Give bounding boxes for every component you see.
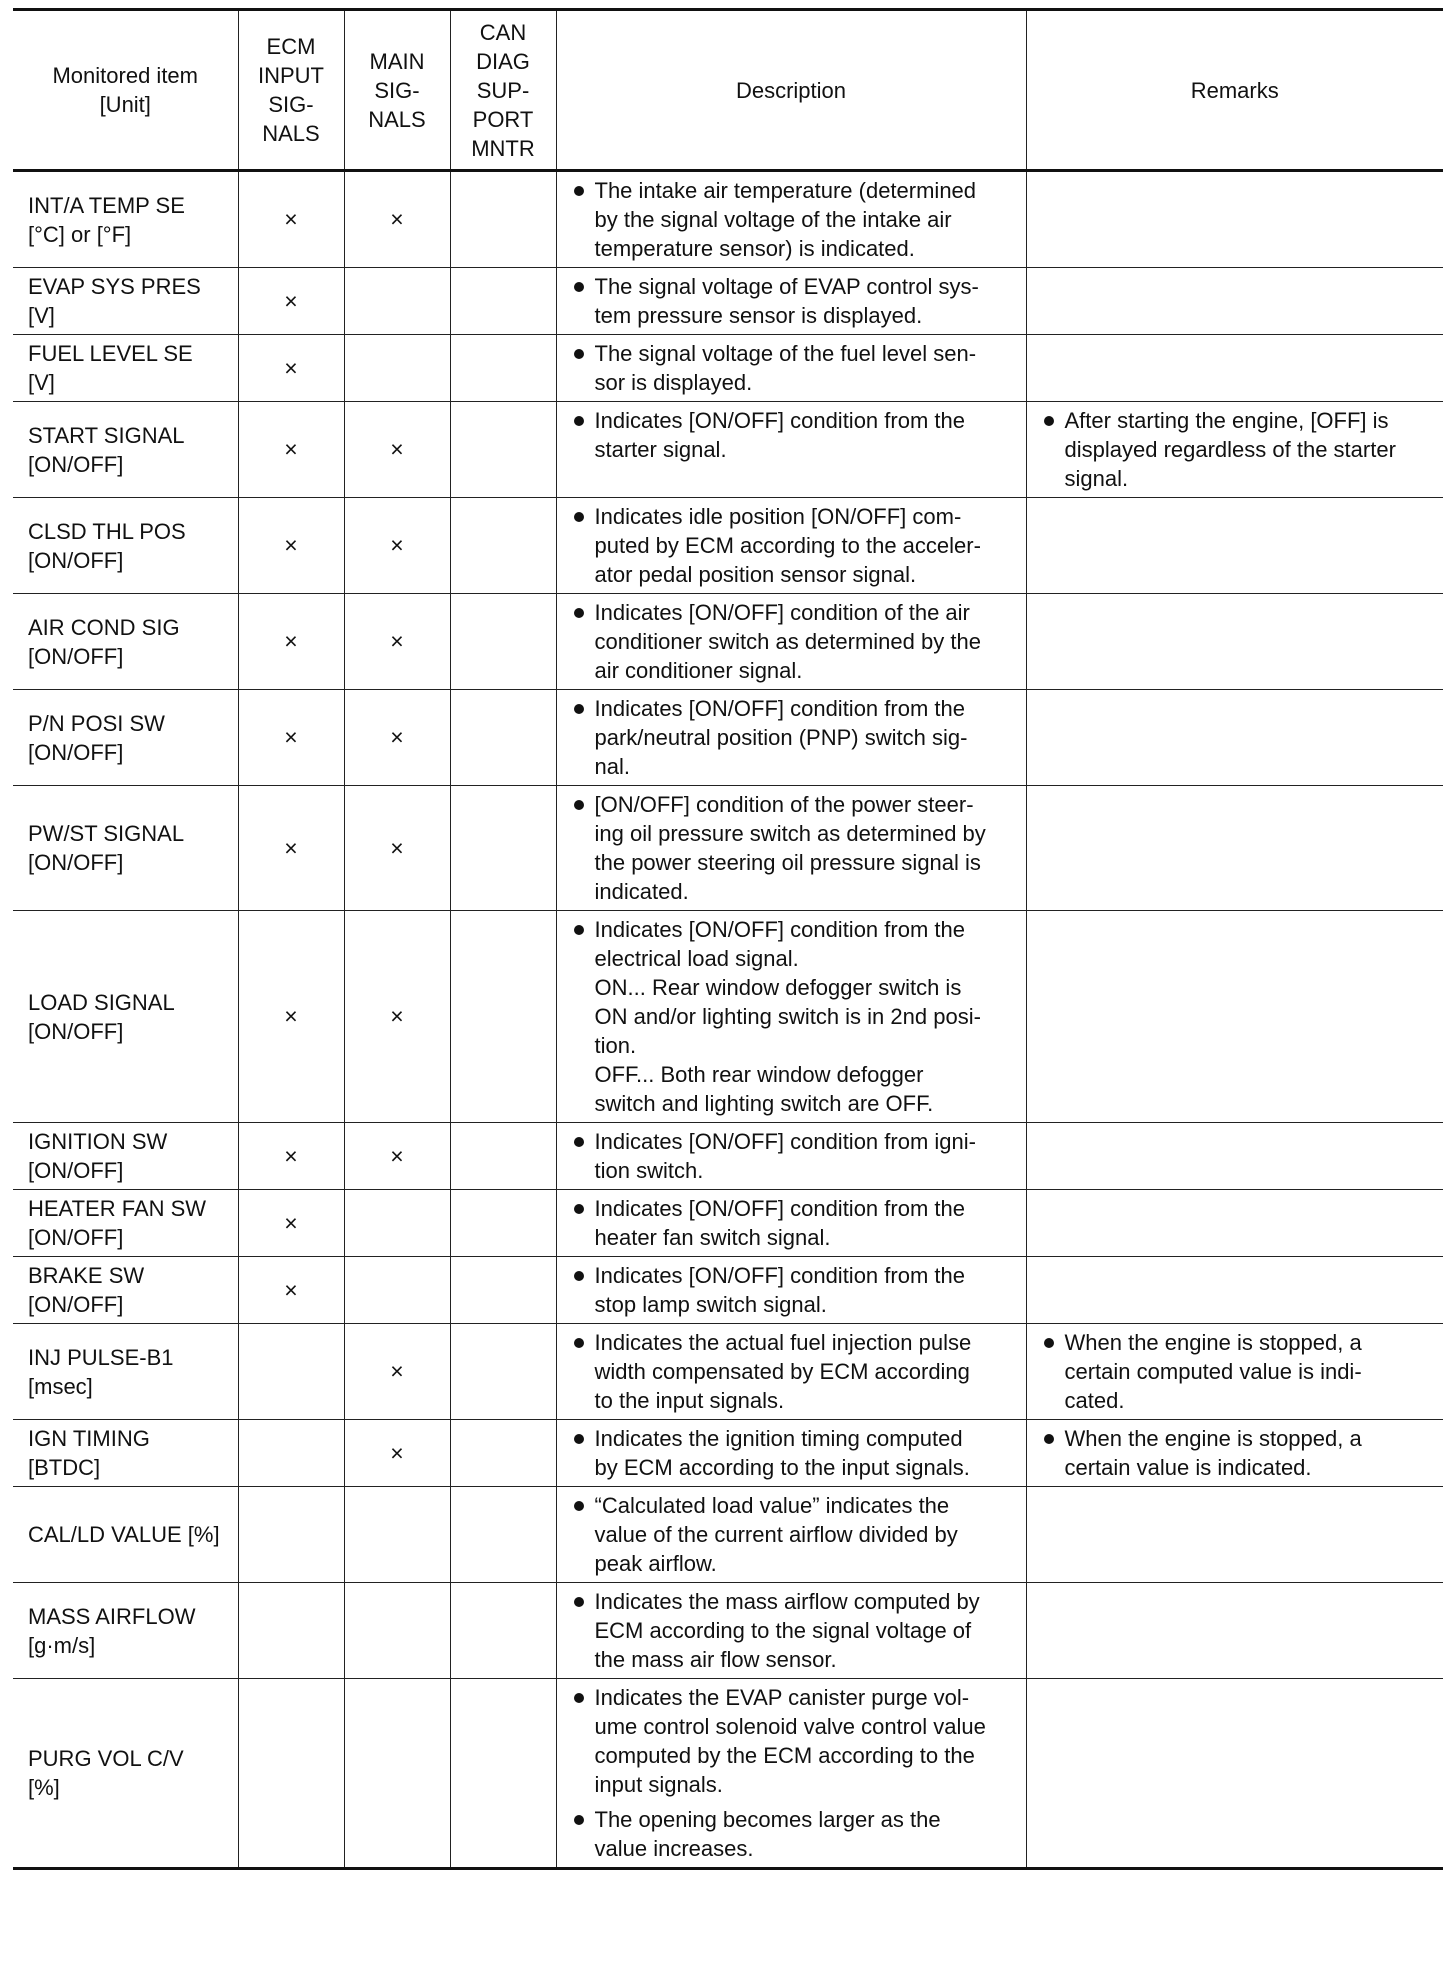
table-body [13,171,1443,1869]
main-mark-cell: × [344,1324,450,1420]
main-mark-cell: × [344,402,450,498]
header-description: Description [556,10,1026,171]
bullet-item [571,406,1016,464]
description-cell [556,1257,1026,1324]
description-cell [556,911,1026,1123]
table-row [13,1324,1443,1420]
description-list [571,1424,1016,1482]
monitored-items-table [13,8,1443,1870]
description-list [571,790,1016,906]
item-unit: [g·m/s] [28,1632,96,1658]
bullet-line: air conditioner signal. [594,658,803,683]
remarks-cell [1026,335,1443,402]
item-name: P/N POSI SW [28,710,165,736]
bullet-line: The signal voltage of the fuel level sen- [594,341,977,366]
monitored-item-cell [13,594,238,690]
can-mark-cell [450,1123,556,1190]
header-row [13,10,1443,171]
description-list [571,598,1016,685]
bullet-line: When the engine is stopped, a [1064,1426,1362,1451]
bullet-line: displayed regardless of the starter [1064,437,1396,462]
table-row [13,268,1443,335]
bullet-line: peak airflow. [594,1551,717,1576]
header-line: MNTR [471,135,535,161]
ecm-mark-cell: × [238,786,344,911]
item-unit: [ON/OFF] [28,1018,124,1044]
description-cell [556,498,1026,594]
item-name: CLSD THL POS [28,518,186,544]
ecm-mark-cell: × [238,594,344,690]
table-row [13,335,1443,402]
bullet-line: Indicates the actual fuel injection pulse [594,1330,972,1355]
description-cell [556,171,1026,268]
bullet-item [571,1328,1016,1415]
table-row [13,1583,1443,1679]
remarks-cell [1026,1123,1443,1190]
can-mark-cell [450,1679,556,1869]
header-remarks: Remarks [1026,10,1443,171]
bullet-line: heater fan switch signal. [594,1225,831,1250]
bullet-line: certain value is indicated. [1064,1455,1312,1480]
item-unit: [ON/OFF] [28,850,124,875]
bullet-item [571,915,1016,1118]
bullet-line: conditioner switch as determined by the [594,629,981,654]
monitored-item-cell [13,402,238,498]
item-unit: [V] [28,303,55,328]
bullet-line: certain computed value is indi- [1064,1359,1362,1384]
table-row [13,498,1443,594]
item-name: PURG VOL C/V [28,1746,184,1771]
description-list [571,1261,1016,1319]
can-mark-cell [450,402,556,498]
bullet-line: Indicates [ON/OFF] condition from the [594,1263,965,1288]
monitored-item-cell [13,1679,238,1869]
table-row [13,594,1443,690]
bullet-item [571,1261,1016,1319]
bullet-item [571,790,1016,906]
item-unit: [ON/OFF] [28,1292,124,1317]
can-mark-cell [450,171,556,268]
remarks-cell [1026,1420,1443,1487]
description-list [571,1683,1016,1863]
bullet-line: signal. [1064,466,1129,491]
description-list [571,406,1016,464]
description-cell [556,1420,1026,1487]
main-mark-cell [344,1190,450,1257]
can-mark-cell [450,1420,556,1487]
item-unit: [ON/OFF] [28,547,124,573]
monitor-table-sheet [13,8,1443,1870]
table-row [13,690,1443,786]
remarks-cell [1026,1190,1443,1257]
ecm-mark-cell: × [238,498,344,594]
ecm-mark-cell: × [238,1190,344,1257]
remarks-cell [1026,911,1443,1123]
monitored-item-cell [13,690,238,786]
item-name: INJ PULSE-B1 [28,1344,174,1370]
bullet-item [571,1194,1016,1252]
header-line: NALS [262,121,320,146]
bullet-item [571,176,1016,263]
main-mark-cell: × [344,911,450,1123]
table-row [13,1257,1443,1324]
description-list [571,1587,1016,1674]
can-mark-cell [450,594,556,690]
can-mark-cell [450,268,556,335]
table-row [13,1190,1443,1257]
bullet-line: Indicates [ON/OFF] condition from igni- [594,1129,976,1154]
description-list [571,1491,1016,1578]
bullet-line: OFF... Both rear window defogger [594,1062,924,1087]
ecm-mark-cell: × [238,911,344,1123]
remarks-cell [1026,268,1443,335]
bullet-line: Indicates [ON/OFF] condition from the [594,1196,965,1221]
bullet-line: nal. [594,754,630,779]
can-mark-cell [450,1583,556,1679]
header-line: MAIN [369,48,425,74]
description-list [571,339,1016,397]
main-mark-cell: × [344,786,450,911]
remarks-cell [1026,1257,1443,1324]
main-mark-cell: × [344,1123,450,1190]
main-mark-cell: × [344,498,450,594]
table-row [13,911,1443,1123]
bullet-item [571,694,1016,781]
bullet-line: park/neutral position (PNP) switch sig- [594,725,968,750]
description-cell [556,1679,1026,1869]
bullet-item [1041,406,1434,493]
monitored-item-cell [13,1257,238,1324]
bullet-item [571,339,1016,397]
item-name: IGNITION SW [28,1129,168,1154]
description-cell [556,1190,1026,1257]
description-cell [556,1487,1026,1583]
description-cell [556,1324,1026,1420]
remarks-cell [1026,402,1443,498]
main-mark-cell [344,1679,450,1869]
remarks-cell [1026,1487,1443,1583]
header-line: Monitored item [52,63,198,88]
bullet-line: ing oil pressure switch as determined by [594,821,986,846]
bullet-line: by the signal voltage of the intake air [594,207,952,232]
description-list [571,176,1016,263]
header-line: SUP- [476,77,530,103]
can-mark-cell [450,335,556,402]
bullet-line: ECM according to the signal voltage of [594,1618,972,1643]
can-mark-cell [450,1257,556,1324]
remarks-cell [1026,1679,1443,1869]
bullet-line: sor is displayed. [594,370,753,395]
item-name: IGN TIMING [28,1426,150,1451]
monitored-item-cell [13,786,238,911]
bullet-item [571,1491,1016,1578]
bullet-line: tion switch. [594,1158,704,1183]
ecm-mark-cell [238,1420,344,1487]
bullet-line: Indicates the mass airflow computed by [594,1589,980,1614]
monitored-item-cell [13,335,238,402]
bullet-line: Indicates [ON/OFF] condition from the [594,917,965,942]
item-name: INT/A TEMP SE [28,192,185,218]
bullet-item [571,1805,1016,1863]
table-row [13,1123,1443,1190]
item-unit: [ON/OFF] [28,1225,124,1250]
monitored-item-cell [13,911,238,1123]
bullet-line: ON and/or lighting switch is in 2nd posi- [594,1004,981,1029]
bullet-line: switch and lighting switch are OFF. [594,1091,934,1116]
description-cell [556,268,1026,335]
item-unit: [%] [28,1775,60,1800]
main-mark-cell: × [344,171,450,268]
bullet-item [571,598,1016,685]
item-unit: [ON/OFF] [28,1158,124,1183]
bullet-item [571,1127,1016,1185]
item-unit: [ON/OFF] [28,451,124,477]
item-name: LOAD SIGNAL [28,989,175,1015]
bullet-item [1041,1328,1434,1415]
description-list [571,1194,1016,1252]
bullet-line: tion. [594,1033,637,1058]
description-list [571,1127,1016,1185]
item-unit: [ON/OFF] [28,643,124,669]
description-cell [556,402,1026,498]
item-unit: [msec] [28,1373,93,1399]
header-monitored-item [13,10,238,171]
bullet-line: ON... Rear window defogger switch is [594,975,962,1000]
monitored-item-cell [13,498,238,594]
item-name: HEATER FAN SW [28,1196,207,1221]
item-unit: [°C] or [°F] [28,221,132,247]
bullet-item [571,1424,1016,1482]
bullet-line: electrical load signal. [594,946,799,971]
ecm-mark-cell: × [238,402,344,498]
bullet-line: value of the current airflow divided by [594,1522,958,1547]
bullet-line: Indicates [ON/OFF] condition from the [594,696,965,721]
main-mark-cell [344,335,450,402]
item-unit: [V] [28,370,55,395]
bullet-item [571,1587,1016,1674]
can-mark-cell [450,1190,556,1257]
bullet-line: stop lamp switch signal. [594,1292,827,1317]
ecm-mark-cell [238,1487,344,1583]
item-name: EVAP SYS PRES [28,274,201,299]
bullet-line: The intake air temperature (determined [594,178,977,203]
item-name: BRAKE SW [28,1263,145,1288]
bullet-item [571,272,1016,330]
item-name: START SIGNAL [28,422,185,448]
remarks-cell [1026,498,1443,594]
remarks-list [1041,1424,1434,1482]
bullet-line: When the engine is stopped, a [1064,1330,1362,1355]
main-mark-cell [344,1487,450,1583]
ecm-mark-cell: × [238,690,344,786]
item-name: CAL/LD VALUE [%] [28,1522,220,1547]
table-row [13,1679,1443,1869]
table-row [13,171,1443,268]
remarks-cell [1026,171,1443,268]
main-mark-cell: × [344,1420,450,1487]
bullet-item [1041,1424,1434,1482]
ecm-mark-cell [238,1324,344,1420]
monitored-item-cell [13,268,238,335]
table-row [13,1487,1443,1583]
description-cell [556,594,1026,690]
bullet-line: the mass air flow sensor. [594,1647,837,1672]
header-ecm-input-signals [238,10,344,171]
bullet-line: ume control solenoid valve control value [594,1714,986,1739]
table-row [13,786,1443,911]
description-cell [556,690,1026,786]
description-list [571,272,1016,330]
header-main-signals [344,10,450,171]
bullet-line: ator pedal position sensor signal. [594,562,917,587]
item-name: PW/ST SIGNAL [28,821,185,846]
monitored-item-cell [13,1324,238,1420]
main-mark-cell [344,268,450,335]
remarks-list [1041,1328,1434,1415]
main-mark-cell: × [344,594,450,690]
bullet-line: The opening becomes larger as the [594,1807,941,1832]
header-line: NALS [368,106,426,132]
ecm-mark-cell: × [238,268,344,335]
item-name: MASS AIRFLOW [28,1603,196,1629]
bullet-line: the power steering oil pressure signal is [594,850,981,875]
bullet-line: Indicates the EVAP canister purge vol- [594,1685,970,1710]
header-line: INPUT [258,63,324,88]
remarks-cell [1026,594,1443,690]
description-cell [556,335,1026,402]
description-cell [556,1123,1026,1190]
bullet-line: indicated. [594,879,689,904]
description-cell [556,1583,1026,1679]
bullet-line: After starting the engine, [OFF] is [1064,408,1389,433]
bullet-line: tem pressure sensor is displayed. [594,303,923,328]
bullet-line: cated. [1064,1388,1125,1413]
bullet-line: starter signal. [594,437,727,462]
ecm-mark-cell: × [238,171,344,268]
table-row [13,402,1443,498]
header-line: CAN [479,19,527,45]
bullet-line: computed by the ECM according to the [594,1743,975,1768]
bullet-line: [ON/OFF] condition of the power steer- [594,792,974,817]
remarks-list [1041,406,1434,493]
can-mark-cell [450,786,556,911]
header-can-diag-support-mntr [450,10,556,171]
bullet-line: by ECM according to the input signals. [594,1455,970,1480]
description-list [571,1328,1016,1415]
bullet-line: “Calculated load value” indicates the [594,1493,950,1518]
description-list [571,502,1016,589]
can-mark-cell [450,1324,556,1420]
monitored-item-cell [13,1583,238,1679]
header-line: [Unit] [99,92,151,117]
item-name: AIR COND SIG [28,614,180,640]
header-line: SIG- [374,77,420,103]
bullet-line: value increases. [594,1836,754,1861]
description-cell [556,786,1026,911]
can-mark-cell [450,690,556,786]
main-mark-cell [344,1583,450,1679]
remarks-cell [1026,690,1443,786]
monitored-item-cell [13,1190,238,1257]
item-unit: [ON/OFF] [28,739,124,765]
main-mark-cell [344,1257,450,1324]
ecm-mark-cell [238,1583,344,1679]
bullet-line: temperature sensor) is indicated. [594,236,915,261]
remarks-cell [1026,1324,1443,1420]
bullet-item [571,502,1016,589]
monitored-item-cell [13,1420,238,1487]
description-list [571,694,1016,781]
can-mark-cell [450,498,556,594]
table-row [13,1420,1443,1487]
header-line: SIG- [268,92,314,117]
bullet-line: puted by ECM according to the acceler- [594,533,981,558]
ecm-mark-cell [238,1679,344,1869]
bullet-line: input signals. [594,1772,723,1797]
monitored-item-cell [13,171,238,268]
header-line: PORT [472,106,534,132]
bullet-line: Indicates [ON/OFF] condition of the air [594,600,970,625]
can-mark-cell [450,911,556,1123]
remarks-cell [1026,1583,1443,1679]
header-line: ECM [266,34,316,59]
can-mark-cell [450,1487,556,1583]
description-list [571,915,1016,1118]
ecm-mark-cell: × [238,335,344,402]
bullet-line: Indicates idle position [ON/OFF] com- [594,504,962,529]
item-unit: [BTDC] [28,1455,101,1480]
bullet-line: Indicates the ignition timing computed [594,1426,963,1451]
bullet-line: width compensated by ECM according [594,1359,970,1384]
ecm-mark-cell: × [238,1257,344,1324]
ecm-mark-cell: × [238,1123,344,1190]
main-mark-cell: × [344,690,450,786]
bullet-item [571,1683,1016,1799]
header-line: DIAG [476,48,530,74]
remarks-cell [1026,786,1443,911]
bullet-line: to the input signals. [594,1388,785,1413]
monitored-item-cell [13,1123,238,1190]
monitored-item-cell [13,1487,238,1583]
item-name: FUEL LEVEL SE [28,341,193,366]
bullet-line: Indicates [ON/OFF] condition from the [594,408,965,433]
bullet-line: The signal voltage of EVAP control sys- [594,274,979,299]
